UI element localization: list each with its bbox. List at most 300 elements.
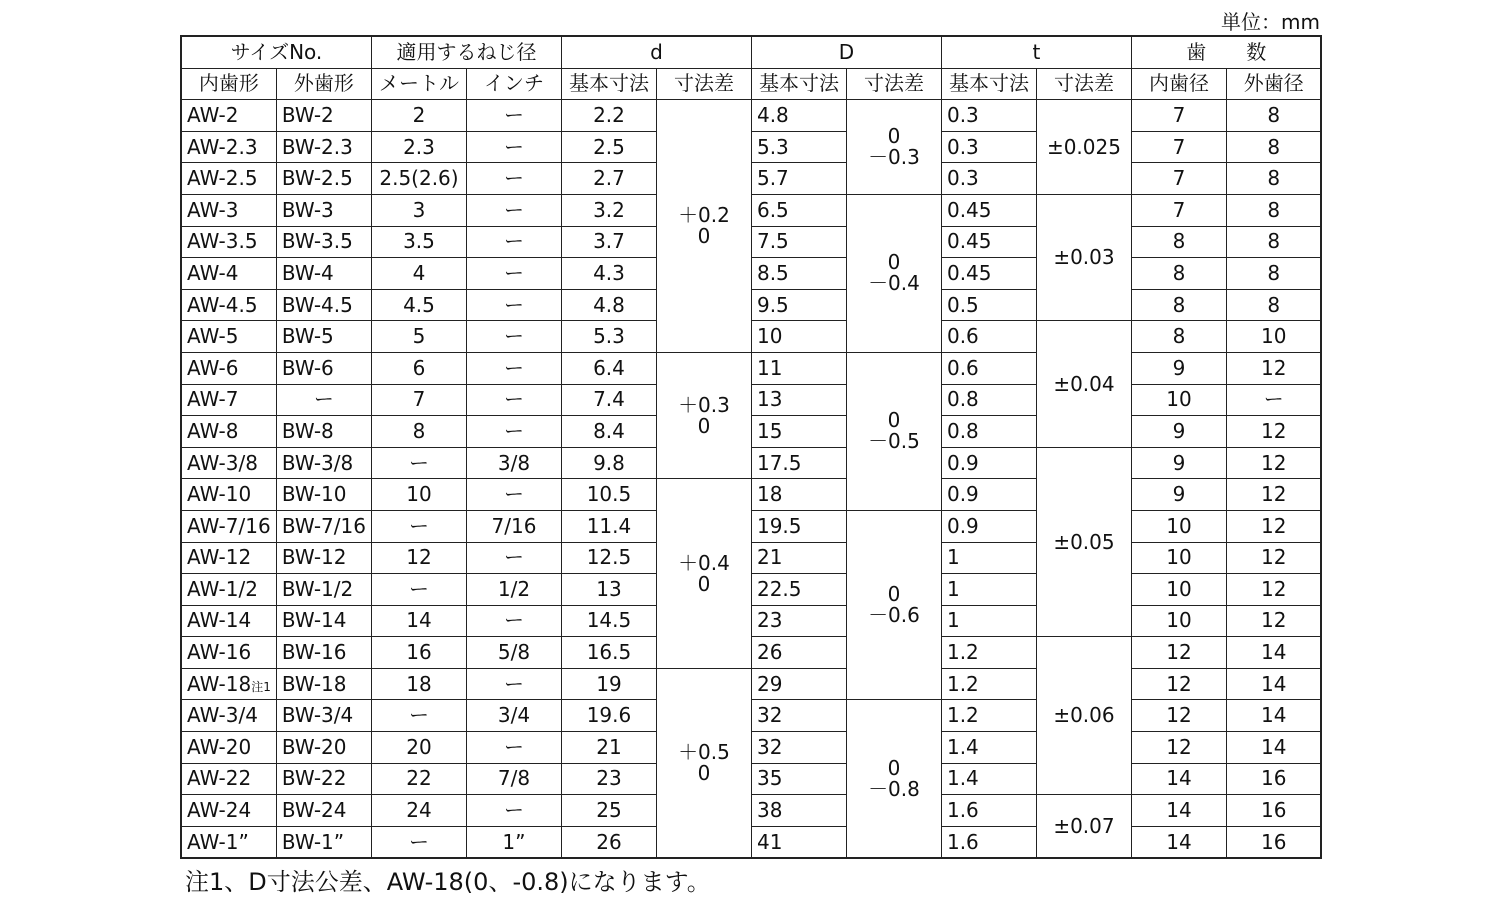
- cell-D-tol-lower: －0.3: [868, 145, 920, 170]
- cell-outer-teeth: 14: [1226, 637, 1321, 669]
- cell-t-basic: 0.45: [941, 226, 1036, 258]
- cell-t-basic: 1: [941, 542, 1036, 574]
- inner-type-text: AW-16: [187, 640, 252, 665]
- cell-inner-teeth: 10: [1131, 510, 1226, 542]
- cell-outer-teeth: 8: [1226, 131, 1321, 163]
- cell-D-tol-upper: 0: [887, 124, 901, 149]
- cell-t-tol-upper: ±0.04: [1053, 371, 1115, 396]
- cell-outer-type: BW-14: [276, 605, 371, 637]
- cell-D-basic: 13: [751, 384, 846, 416]
- cell-inner-teeth: 12: [1131, 700, 1226, 732]
- cell-t-basic: 1.4: [941, 732, 1036, 764]
- cell-D-tol-upper: 0: [887, 582, 901, 607]
- cell-inner-type: [181, 637, 276, 669]
- cell-t-basic: 0.9: [941, 510, 1036, 542]
- cell-metric: 16: [371, 637, 466, 669]
- inner-type-text: AW-8: [187, 418, 239, 443]
- cell-inner-type: [181, 131, 276, 163]
- cell-inner-type: [181, 100, 276, 132]
- cell-outer-type: BW-2.3: [276, 131, 371, 163]
- cell-inner-teeth: 8: [1131, 321, 1226, 353]
- cell-inch: ー: [466, 668, 561, 700]
- cell-d-tol-lower: 0: [697, 413, 711, 438]
- cell-inch: ー: [466, 131, 561, 163]
- cell-D-basic: 29: [751, 668, 846, 700]
- cell-outer-type: BW-5: [276, 321, 371, 353]
- cell-d-tol-lower: 0: [697, 224, 711, 249]
- cell-inner-teeth: 10: [1131, 384, 1226, 416]
- table-row: [181, 763, 1321, 795]
- cell-outer-teeth: 12: [1226, 479, 1321, 511]
- table-row: [181, 289, 1321, 321]
- cell-outer-teeth: 8: [1226, 258, 1321, 290]
- cell-metric: 22: [371, 763, 466, 795]
- header-d-basic: 基本寸法: [561, 68, 656, 100]
- cell-outer-type: BW-3/4: [276, 700, 371, 732]
- table-row: [181, 416, 1321, 448]
- cell-D-tol-upper: 0: [887, 755, 901, 780]
- cell-d-basic: 2.5: [561, 131, 656, 163]
- cell-inner-type: [181, 163, 276, 195]
- cell-inch: 3/4: [466, 700, 561, 732]
- inner-type-text: AW-2.5: [187, 166, 258, 191]
- cell-inner-type: [181, 795, 276, 827]
- cell-inner-type: [181, 416, 276, 448]
- cell-inch: ー: [466, 258, 561, 290]
- cell-t-basic: 1.4: [941, 763, 1036, 795]
- cell-inner-teeth: 9: [1131, 479, 1226, 511]
- cell-outer-type: BW-24: [276, 795, 371, 827]
- table-row: [181, 574, 1321, 606]
- cell-metric: 2.5(2.6): [371, 163, 466, 195]
- cell-outer-type: BW-7/16: [276, 510, 371, 542]
- cell-t-basic: 1: [941, 574, 1036, 606]
- cell-t-basic: 0.45: [941, 258, 1036, 290]
- cell-metric: 12: [371, 542, 466, 574]
- cell-metric: 20: [371, 732, 466, 764]
- cell-outer-type: BW-2: [276, 100, 371, 132]
- cell-outer-type: BW-2.5: [276, 163, 371, 195]
- cell-inch: ー: [466, 163, 561, 195]
- table-row: [181, 447, 1321, 479]
- cell-d-basic: 7.4: [561, 384, 656, 416]
- table-row: [181, 194, 1321, 226]
- cell-metric: 4: [371, 258, 466, 290]
- cell-D-basic: 5.7: [751, 163, 846, 195]
- cell-inner-type: [181, 826, 276, 858]
- cell-metric: 3: [371, 194, 466, 226]
- cell-inner-type: [181, 668, 276, 700]
- cell-outer-teeth: 8: [1226, 226, 1321, 258]
- cell-d-tol-upper: ＋0.4: [678, 550, 730, 575]
- cell-d-tol-upper: ＋0.3: [678, 392, 730, 417]
- table-row: [181, 479, 1321, 511]
- header-inner-teeth: 内歯径: [1131, 68, 1226, 100]
- table-row: [181, 795, 1321, 827]
- cell-metric: 6: [371, 352, 466, 384]
- cell-D-basic: 41: [751, 826, 846, 858]
- footnote: 注1、D寸法公差、AW-18(0、-0.8)になります。: [185, 868, 711, 896]
- cell-d-tol-upper: ＋0.2: [678, 203, 730, 228]
- cell-inner-type: [181, 542, 276, 574]
- cell-inch: ー: [466, 416, 561, 448]
- cell-d-basic: 9.8: [561, 447, 656, 479]
- cell-outer-teeth: 16: [1226, 826, 1321, 858]
- header-thread: 適用するねじ径: [371, 36, 561, 68]
- inner-type-text: AW-18: [187, 671, 252, 696]
- cell-inner-teeth: 7: [1131, 100, 1226, 132]
- cell-D-basic: 5.3: [751, 131, 846, 163]
- cell-d-basic: 6.4: [561, 352, 656, 384]
- cell-inner-type: [181, 447, 276, 479]
- cell-inch: ー: [466, 605, 561, 637]
- cell-d-basic: 4.8: [561, 289, 656, 321]
- cell-inch: ー: [466, 384, 561, 416]
- cell-D-tol-lower: －0.4: [868, 271, 920, 296]
- cell-t-tol: [1036, 321, 1131, 447]
- cell-inner-type: [181, 605, 276, 637]
- cell-t-tol-upper: ±0.03: [1053, 245, 1115, 270]
- cell-outer-type: BW-20: [276, 732, 371, 764]
- cell-d-tol-lower: 0: [697, 761, 711, 786]
- cell-metric: 18: [371, 668, 466, 700]
- cell-inner-type: [181, 258, 276, 290]
- cell-d-basic: 10.5: [561, 479, 656, 511]
- cell-D-tol-upper: 0: [887, 408, 901, 433]
- cell-t-basic: 0.6: [941, 321, 1036, 353]
- cell-t-basic: 0.6: [941, 352, 1036, 384]
- cell-D-tol: [846, 100, 941, 195]
- cell-outer-type: ー: [276, 384, 371, 416]
- cell-t-basic: 0.45: [941, 194, 1036, 226]
- cell-metric: 3.5: [371, 226, 466, 258]
- inner-type-text: AW-3/4: [187, 703, 258, 728]
- cell-t-basic: 0.8: [941, 416, 1036, 448]
- inner-type-text: AW-3: [187, 197, 239, 222]
- cell-outer-type: BW-8: [276, 416, 371, 448]
- note-marker: 注1: [251, 679, 271, 694]
- header-D-basic: 基本寸法: [751, 68, 846, 100]
- cell-metric: 8: [371, 416, 466, 448]
- cell-outer-type: BW-22: [276, 763, 371, 795]
- table-row: [181, 163, 1321, 195]
- header-outer-teeth: 外歯径: [1226, 68, 1321, 100]
- cell-t-tol-upper: ±0.05: [1053, 529, 1115, 554]
- inner-type-text: AW-24: [187, 798, 252, 823]
- cell-d-basic: 4.3: [561, 258, 656, 290]
- cell-d-basic: 11.4: [561, 510, 656, 542]
- cell-inch: ー: [466, 226, 561, 258]
- cell-inch: 5/8: [466, 637, 561, 669]
- cell-inner-type: [181, 479, 276, 511]
- header-row-1: [181, 36, 1321, 68]
- cell-t-tol-upper: ±0.025: [1046, 134, 1121, 159]
- inner-type-text: AW-22: [187, 766, 252, 791]
- cell-d-basic: 14.5: [561, 605, 656, 637]
- cell-d-basic: 19: [561, 668, 656, 700]
- inner-type-text: AW-2.3: [187, 134, 258, 159]
- cell-outer-type: BW-10: [276, 479, 371, 511]
- table-row: [181, 321, 1321, 353]
- cell-inner-teeth: 9: [1131, 416, 1226, 448]
- cell-inch: ー: [466, 795, 561, 827]
- cell-outer-teeth: 14: [1226, 668, 1321, 700]
- cell-metric: 14: [371, 605, 466, 637]
- cell-inner-type: [181, 700, 276, 732]
- header-t-basic: 基本寸法: [941, 68, 1036, 100]
- cell-inch: 1/2: [466, 574, 561, 606]
- cell-d-basic: 5.3: [561, 321, 656, 353]
- cell-D-tol: [846, 700, 941, 858]
- inner-type-text: AW-1”: [187, 829, 249, 854]
- inner-type-text: AW-1/2: [187, 576, 258, 601]
- cell-inner-teeth: 12: [1131, 668, 1226, 700]
- cell-inch: 1”: [466, 826, 561, 858]
- inner-type-text: AW-4.5: [187, 292, 258, 317]
- cell-inner-type: [181, 321, 276, 353]
- cell-D-basic: 10: [751, 321, 846, 353]
- cell-d-basic: 2.7: [561, 163, 656, 195]
- cell-D-basic: 22.5: [751, 574, 846, 606]
- cell-d-basic: 12.5: [561, 542, 656, 574]
- inner-type-text: AW-3.5: [187, 229, 258, 254]
- inner-type-text: AW-12: [187, 545, 252, 570]
- cell-metric: 7: [371, 384, 466, 416]
- cell-d-basic: 8.4: [561, 416, 656, 448]
- cell-d-tol-upper: ＋0.5: [678, 740, 730, 765]
- inner-type-text: AW-14: [187, 608, 252, 633]
- cell-d-basic: 13: [561, 574, 656, 606]
- cell-outer-teeth: 8: [1226, 194, 1321, 226]
- inner-type-text: AW-4: [187, 260, 239, 285]
- cell-outer-type: BW-4.5: [276, 289, 371, 321]
- cell-t-basic: 0.8: [941, 384, 1036, 416]
- cell-inch: ー: [466, 732, 561, 764]
- header-t: t: [941, 36, 1131, 68]
- cell-inch: ー: [466, 542, 561, 574]
- cell-t-basic: 0.3: [941, 131, 1036, 163]
- cell-D-tol-upper: 0: [887, 250, 901, 275]
- cell-inner-type: [181, 384, 276, 416]
- cell-D-basic: 32: [751, 732, 846, 764]
- cell-inch: ー: [466, 479, 561, 511]
- cell-D-tol: [846, 510, 941, 700]
- cell-outer-teeth: 14: [1226, 732, 1321, 764]
- cell-inner-teeth: 12: [1131, 732, 1226, 764]
- cell-metric: 2.3: [371, 131, 466, 163]
- header-t-tol: 寸法差: [1036, 68, 1131, 100]
- cell-D-basic: 21: [751, 542, 846, 574]
- cell-inner-teeth: 12: [1131, 637, 1226, 669]
- cell-D-basic: 26: [751, 637, 846, 669]
- cell-outer-teeth: 14: [1226, 700, 1321, 732]
- cell-d-tol: [656, 100, 751, 353]
- cell-inch: ー: [466, 352, 561, 384]
- cell-metric: ー: [371, 700, 466, 732]
- header-metric: メートル: [371, 68, 466, 100]
- cell-D-basic: 8.5: [751, 258, 846, 290]
- header-outer-type: 外歯形: [276, 68, 371, 100]
- cell-outer-teeth: 12: [1226, 510, 1321, 542]
- cell-outer-teeth: 8: [1226, 289, 1321, 321]
- cell-outer-teeth: 8: [1226, 163, 1321, 195]
- cell-outer-teeth: 12: [1226, 447, 1321, 479]
- cell-metric: ー: [371, 826, 466, 858]
- cell-t-tol: [1036, 637, 1131, 795]
- cell-inner-type: [181, 194, 276, 226]
- cell-inner-teeth: 7: [1131, 131, 1226, 163]
- cell-d-basic: 21: [561, 732, 656, 764]
- cell-inch: 7/8: [466, 763, 561, 795]
- unit-label: 単位：mm: [1221, 10, 1320, 34]
- header-inch: インチ: [466, 68, 561, 100]
- header-d-tol: 寸法差: [656, 68, 751, 100]
- cell-inch: ー: [466, 100, 561, 132]
- cell-D-basic: 9.5: [751, 289, 846, 321]
- cell-t-tol: [1036, 194, 1131, 320]
- cell-D-basic: 15: [751, 416, 846, 448]
- cell-t-tol: [1036, 795, 1131, 859]
- cell-outer-type: BW-1/2: [276, 574, 371, 606]
- table-row: [181, 542, 1321, 574]
- cell-metric: 24: [371, 795, 466, 827]
- cell-inner-teeth: 8: [1131, 226, 1226, 258]
- cell-t-basic: 1: [941, 605, 1036, 637]
- cell-outer-teeth: 8: [1226, 100, 1321, 132]
- cell-metric: ー: [371, 510, 466, 542]
- cell-D-tol-lower: －0.8: [868, 776, 920, 801]
- cell-t-tol: [1036, 447, 1131, 637]
- table-row: [181, 700, 1321, 732]
- cell-inner-type: [181, 732, 276, 764]
- cell-outer-teeth: 12: [1226, 574, 1321, 606]
- cell-D-basic: 6.5: [751, 194, 846, 226]
- cell-inch: 7/16: [466, 510, 561, 542]
- cell-d-tol-lower: 0: [697, 571, 711, 596]
- cell-d-basic: 25: [561, 795, 656, 827]
- cell-inner-teeth: 14: [1131, 795, 1226, 827]
- cell-t-basic: 1.2: [941, 637, 1036, 669]
- cell-inner-teeth: 8: [1131, 258, 1226, 290]
- cell-outer-teeth: 12: [1226, 352, 1321, 384]
- table-row: [181, 131, 1321, 163]
- cell-inner-type: [181, 574, 276, 606]
- inner-type-text: AW-2: [187, 102, 239, 127]
- cell-D-tol: [846, 194, 941, 352]
- cell-metric: 5: [371, 321, 466, 353]
- cell-D-basic: 38: [751, 795, 846, 827]
- cell-outer-type: BW-4: [276, 258, 371, 290]
- cell-metric: 10: [371, 479, 466, 511]
- cell-t-basic: 1.6: [941, 826, 1036, 858]
- inner-type-text: AW-10: [187, 482, 252, 507]
- washer-spec-table: [180, 35, 1322, 859]
- cell-t-basic: 0.9: [941, 447, 1036, 479]
- cell-inner-teeth: 14: [1131, 763, 1226, 795]
- table-row: [181, 226, 1321, 258]
- cell-inner-teeth: 10: [1131, 605, 1226, 637]
- table-row: [181, 668, 1321, 700]
- cell-t-basic: 0.9: [941, 479, 1036, 511]
- cell-inner-teeth: 7: [1131, 163, 1226, 195]
- cell-metric: 4.5: [371, 289, 466, 321]
- cell-outer-teeth: 12: [1226, 542, 1321, 574]
- header-D-tol: 寸法差: [846, 68, 941, 100]
- cell-D-basic: 18: [751, 479, 846, 511]
- cell-outer-teeth: 10: [1226, 321, 1321, 353]
- cell-D-basic: 23: [751, 605, 846, 637]
- cell-D-tol: [846, 352, 941, 510]
- cell-d-basic: 23: [561, 763, 656, 795]
- cell-t-tol-upper: ±0.06: [1053, 703, 1115, 728]
- cell-t-tol-upper: ±0.07: [1053, 813, 1115, 838]
- cell-outer-type: BW-1”: [276, 826, 371, 858]
- cell-d-basic: 26: [561, 826, 656, 858]
- cell-t-basic: 1.6: [941, 795, 1036, 827]
- cell-outer-type: BW-3.5: [276, 226, 371, 258]
- cell-inch: ー: [466, 194, 561, 226]
- cell-outer-teeth: 12: [1226, 605, 1321, 637]
- cell-D-basic: 4.8: [751, 100, 846, 132]
- cell-D-basic: 32: [751, 700, 846, 732]
- cell-outer-teeth: 12: [1226, 416, 1321, 448]
- cell-t-basic: 1.2: [941, 700, 1036, 732]
- cell-t-tol: [1036, 100, 1131, 195]
- cell-D-basic: 17.5: [751, 447, 846, 479]
- cell-inner-type: [181, 289, 276, 321]
- inner-type-text: AW-5: [187, 324, 239, 349]
- cell-outer-type: BW-3/8: [276, 447, 371, 479]
- header-inner-type: 内歯形: [181, 68, 276, 100]
- cell-inner-teeth: 10: [1131, 542, 1226, 574]
- table-row: [181, 100, 1321, 132]
- cell-D-basic: 11: [751, 352, 846, 384]
- table-row: [181, 826, 1321, 858]
- cell-inner-teeth: 8: [1131, 289, 1226, 321]
- cell-t-basic: 0.3: [941, 100, 1036, 132]
- inner-type-text: AW-7: [187, 387, 239, 412]
- table-row: [181, 732, 1321, 764]
- cell-d-basic: 16.5: [561, 637, 656, 669]
- cell-outer-teeth: 16: [1226, 795, 1321, 827]
- cell-D-tol-lower: －0.6: [868, 603, 920, 628]
- cell-d-tol: [656, 352, 751, 478]
- cell-outer-type: BW-18: [276, 668, 371, 700]
- header-row-2: [181, 68, 1321, 100]
- inner-type-text: AW-3/8: [187, 450, 258, 475]
- cell-d-basic: 3.7: [561, 226, 656, 258]
- cell-metric: ー: [371, 447, 466, 479]
- cell-outer-type: BW-16: [276, 637, 371, 669]
- cell-t-basic: 0.5: [941, 289, 1036, 321]
- cell-D-tol-lower: －0.5: [868, 429, 920, 454]
- table-row: [181, 510, 1321, 542]
- cell-D-basic: 7.5: [751, 226, 846, 258]
- cell-inch: 3/8: [466, 447, 561, 479]
- table-row: [181, 384, 1321, 416]
- cell-metric: ー: [371, 574, 466, 606]
- cell-outer-type: BW-3: [276, 194, 371, 226]
- inner-type-text: AW-7/16: [187, 513, 271, 538]
- table-row: [181, 605, 1321, 637]
- cell-D-basic: 19.5: [751, 510, 846, 542]
- table-row: [181, 258, 1321, 290]
- cell-outer-type: BW-6: [276, 352, 371, 384]
- cell-outer-teeth: 16: [1226, 763, 1321, 795]
- cell-t-basic: 1.2: [941, 668, 1036, 700]
- table-row: [181, 637, 1321, 669]
- cell-inner-teeth: 7: [1131, 194, 1226, 226]
